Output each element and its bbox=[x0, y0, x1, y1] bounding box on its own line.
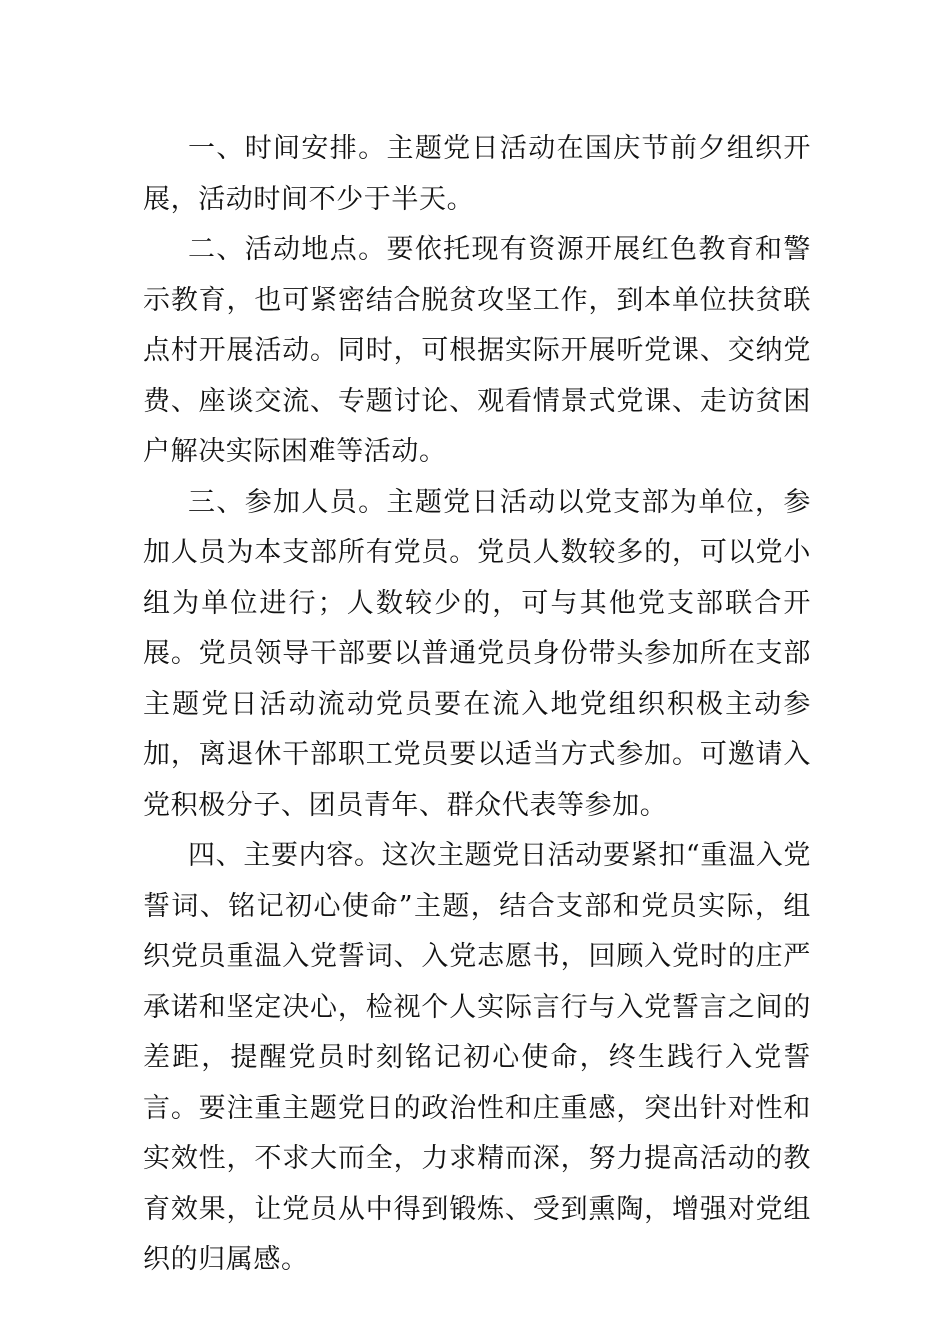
paragraph-time-arrangement: 一、时间安排。主题党日活动在国庆节前夕组织开展，活动时间不少于半天。 bbox=[143, 133, 811, 215]
paragraph-participants: 三、参加人员。主题党日活动以党支部为单位，参加人员为本支部所有党员。党员人数较多的，可以党小组为单位进行；人数较少的，可与其他党支部联合开展。党员领导干部要以普通党员身份带头参加所在支部主题党日活动流动党员要在流入地党组织积极主动参加，离退休干部职工党员要以适当方式参加。可邀请入党积极分子、团员青年、群众代表等参加。 bbox=[143, 486, 811, 821]
paragraph-activity-location: 二、活动地点。要依托现有资源开展红色教育和警示教育，也可紧密结合脱贫攻坚工作，到本单位扶贫联点村开展活动。同时，可根据实际开展听党课、交纳党费、座谈交流、专题讨论、观看情景式党课、走访贫困户解决实际困难等活动。 bbox=[143, 234, 811, 467]
document-body bbox=[143, 124, 811, 1286]
paragraph-main-content: 四、主要内容。这次主题党日活动要紧扣“重温入党誓词、铭记初心使命”主题，结合支部和党员实际，组织党员重温入党誓词、入党志愿书，回顾入党时的庄严承诺和坚定决心，检视个人实际言行与入党誓言之间的差距，提醒党员时刻铭记初心使命，终生践行入党誓言。要注重主题党日的政治性和庄重感，突出针对性和实效性，不求大而全，力求精而深，努力提高活动的教育效果，让党员从中得到锻炼、受到熏陶，增强对党组织的归属感。 bbox=[143, 840, 811, 1275]
